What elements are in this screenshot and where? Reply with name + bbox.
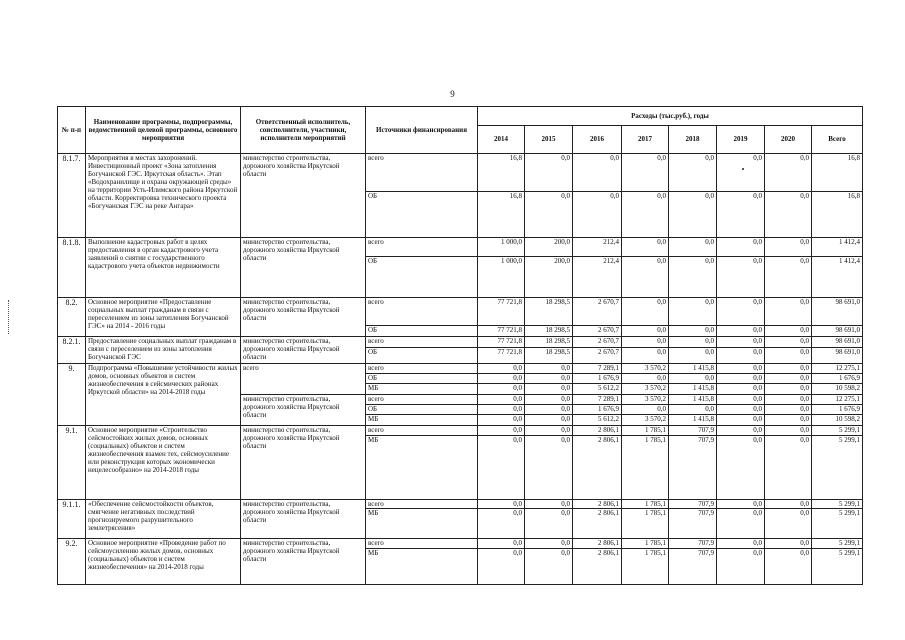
value-cell: 0,0: [717, 500, 765, 509]
value-cell: 0,0: [765, 415, 812, 426]
row-source: ОБ: [366, 374, 478, 384]
value-cell: 0,0: [765, 337, 812, 348]
value-cell: 0,0: [717, 509, 765, 539]
row-source: ОБ: [366, 192, 478, 238]
row-source: всего: [366, 500, 478, 509]
value-cell: 0,0: [478, 415, 525, 426]
row-code: 9.1.1.: [58, 500, 86, 539]
table-row: [58, 154, 863, 192]
value-cell: 0,0: [622, 326, 669, 337]
header-year: 2015: [525, 126, 573, 154]
row-name: Основное мероприятие «Проведение работ по сейсмоусилению жилых домов, основных (социальных) объектов и систем жизнеобеспечения» на 2014-2018 годы: [86, 539, 241, 585]
value-cell: 18 298,5: [525, 337, 573, 348]
value-cell: 77 721,8: [478, 298, 525, 326]
value-cell: 0,0: [478, 500, 525, 509]
value-cell: 1 785,1: [622, 549, 669, 585]
value-cell: 2 670,7: [573, 348, 622, 364]
header-source: Источники финансирования: [366, 107, 478, 154]
value-cell: 707,9: [669, 426, 717, 436]
header-num: № п-п: [58, 107, 86, 154]
value-cell: 0,0: [765, 549, 812, 585]
value-cell: 16,8: [812, 154, 863, 192]
value-cell: 10 598,2: [812, 415, 863, 426]
row-name: «Обеспечение сейсмостойкости объектов, смягчение негативных последствий прогнозируемого разрушительного землетрясения»: [86, 500, 241, 539]
value-cell: 5 299,1: [812, 500, 863, 509]
value-cell: 0,0: [717, 395, 765, 405]
value-cell: 0,0: [669, 337, 717, 348]
value-cell: 0,0: [765, 539, 812, 549]
value-cell: 0,0: [717, 415, 765, 426]
value-cell: 1 415,8: [669, 395, 717, 405]
value-cell: 0,0: [717, 238, 765, 257]
row-responsible: министерство строительства, дорожного хозяйства Иркутской области: [241, 426, 366, 500]
row-responsible: министерство строительства, дорожного хозяйства Иркутской области: [241, 298, 366, 337]
value-cell: 0,0: [525, 364, 573, 374]
value-cell: 2 670,7: [573, 326, 622, 337]
row-source: МБ: [366, 415, 478, 426]
row-source: ОБ: [366, 326, 478, 337]
row-name: Мероприятия в местах захоронений. Инвестиционный проект «Зона затопления Богучанской ГЭС. Иркутская область». Этап «Водохранилище и охрана окружающей среды» на территории Усть-Илимского района Иркутской области. Корректировка технического проекта «Богучанская ГЭС на реке Ангара»: [86, 154, 241, 238]
value-cell: 0,0: [765, 395, 812, 405]
row-source: МБ: [366, 436, 478, 500]
value-cell: 0,0: [669, 238, 717, 257]
value-cell: 0,0: [765, 436, 812, 500]
row-responsible: министерство строительства, дорожного хозяйства Иркутской области: [241, 238, 366, 298]
row-responsible: министерство строительства, дорожного хозяйства Иркутской области: [241, 539, 366, 585]
value-cell: 0,0: [717, 364, 765, 374]
value-cell: 3 570,2: [622, 395, 669, 405]
value-cell: 2 670,7: [573, 298, 622, 326]
value-cell: 2 806,1: [573, 436, 622, 500]
value-cell: 0,0: [478, 384, 525, 395]
value-cell: 707,9: [669, 500, 717, 509]
value-cell: 0,0: [765, 154, 812, 192]
value-cell: 0,0: [669, 298, 717, 326]
row-source: ОБ: [366, 348, 478, 364]
value-cell: 7 289,1: [573, 395, 622, 405]
value-cell: 0,0: [622, 238, 669, 257]
value-cell: 0,0: [717, 384, 765, 395]
table-row: [58, 337, 863, 348]
value-cell: 0,0: [765, 192, 812, 238]
value-cell: 1 415,8: [669, 415, 717, 426]
value-cell: 5 299,1: [812, 509, 863, 539]
value-cell: 1 785,1: [622, 509, 669, 539]
value-cell: 707,9: [669, 539, 717, 549]
row-code: 8.2.1.: [58, 337, 86, 364]
value-cell: 0,0: [669, 326, 717, 337]
value-cell: 12 275,1: [812, 364, 863, 374]
value-cell: 0,0: [573, 192, 622, 238]
margin-scan-mark: [8, 300, 10, 334]
row-source: всего: [366, 337, 478, 348]
row-source: всего: [366, 364, 478, 374]
value-cell: 0,0: [765, 238, 812, 257]
value-cell: 0,0: [478, 426, 525, 436]
value-cell: 0,0: [573, 154, 622, 192]
value-cell: 1 415,8: [669, 384, 717, 395]
row-source: ОБ: [366, 405, 478, 415]
row-code: 9.: [58, 364, 86, 426]
row-source: МБ: [366, 509, 478, 539]
value-cell: 1 676,9: [573, 374, 622, 384]
value-cell: 0,0: [669, 192, 717, 238]
header-name: Наименование программы, подпрограммы, ведомственной целевой программы, основного мероприятия: [86, 107, 241, 154]
value-cell: 0,0: [622, 257, 669, 298]
value-cell: 3 570,2: [622, 384, 669, 395]
value-cell: 0,0: [669, 374, 717, 384]
value-cell: 0,0: [765, 257, 812, 298]
value-cell: 0,0: [525, 384, 573, 395]
value-cell: 1 000,0: [478, 238, 525, 257]
value-cell: 0,0: [717, 348, 765, 364]
value-cell: 3 570,2: [622, 415, 669, 426]
value-cell: 0,0: [525, 154, 573, 192]
value-cell: 0,0: [478, 509, 525, 539]
row-source: всего: [366, 238, 478, 257]
value-cell: 200,0: [525, 257, 573, 298]
value-cell: 16,8: [812, 192, 863, 238]
value-cell: 12 275,1: [812, 395, 863, 405]
header-year: 2017: [622, 126, 669, 154]
value-cell: 0,0: [765, 348, 812, 364]
value-cell: 0,0: [478, 549, 525, 585]
row-responsible: министерство строительства, дорожного хозяйства Иркутской области: [241, 154, 366, 238]
row-code: 8.2.: [58, 298, 86, 337]
value-cell: 0,0: [622, 337, 669, 348]
value-cell: 77 721,8: [478, 326, 525, 337]
row-responsible: министерство строительства, дорожного хозяйства Иркутской области: [241, 500, 366, 539]
row-responsible: всего: [241, 364, 366, 395]
header-year: 2016: [573, 126, 622, 154]
row-code: 8.1.7.: [58, 154, 86, 238]
row-name: Подпрограмма «Повышение устойчивости жилых домов, основных объектов и систем жизнеобеспечения в сейсмических районах Иркутской области» на 2014-2018 годы: [86, 364, 241, 426]
value-cell: 2 806,1: [573, 500, 622, 509]
row-name: Основное мероприятие «Строительство сейсмостойких жилых домов, основных (социальных) объектов и систем жизнеобеспечения взамен тех, сейсмоусиление или реконструкция которых экономически нецелесообразно» на 2014-2018 годы: [86, 426, 241, 500]
value-cell: 0,0: [622, 154, 669, 192]
value-cell: 0,0: [622, 298, 669, 326]
value-cell: 0,0: [478, 405, 525, 415]
value-cell: 0,0: [478, 395, 525, 405]
value-cell: 16,8: [478, 154, 525, 192]
value-cell: 16,8: [478, 192, 525, 238]
value-cell: 0,0: [525, 539, 573, 549]
value-cell: 0,0: [669, 405, 717, 415]
row-source: всего: [366, 154, 478, 192]
value-cell: 0,0: [525, 395, 573, 405]
value-cell: 0,0: [622, 192, 669, 238]
row-name: Основное мероприятие «Предоставление социальных выплат гражданам в связи с переселением из зоны затопления Богучанской ГЭС» на 2014 - 2016 годы: [86, 298, 241, 337]
value-cell: 0,0: [525, 549, 573, 585]
value-cell: 0,0: [525, 509, 573, 539]
value-cell: 0,0: [717, 549, 765, 585]
value-cell: 707,9: [669, 549, 717, 585]
table-row: [58, 298, 863, 326]
value-cell: 0,0: [669, 348, 717, 364]
value-cell: 707,9: [669, 509, 717, 539]
value-cell: 0,0: [765, 298, 812, 326]
value-cell: 0,0: [525, 436, 573, 500]
value-cell: 0,0: [765, 384, 812, 395]
value-cell: 0,0: [478, 436, 525, 500]
value-cell: 5 299,1: [812, 539, 863, 549]
row-source: МБ: [366, 384, 478, 395]
value-cell: 0,0: [717, 337, 765, 348]
value-cell: 0,0: [717, 436, 765, 500]
header-year: Всего: [812, 126, 863, 154]
value-cell: 0,0: [478, 539, 525, 549]
page-number: 9: [450, 89, 455, 99]
value-cell: 0,0: [717, 426, 765, 436]
value-cell: 5 612,2: [573, 415, 622, 426]
value-cell: 0,0: [765, 500, 812, 509]
value-cell: 18 298,5: [525, 348, 573, 364]
value-cell: 98 691,0: [812, 337, 863, 348]
row-responsible: министерство строительства, дорожного хозяйства Иркутской области: [241, 395, 366, 426]
table-row: [58, 364, 863, 374]
value-cell: 10 598,2: [812, 384, 863, 395]
table-row: [58, 500, 863, 509]
header-expenses: Расходы (тыс.руб.), годы: [478, 107, 863, 126]
value-cell: 1 412,4: [812, 238, 863, 257]
value-cell: 0,0: [717, 405, 765, 415]
value-cell: 2 806,1: [573, 539, 622, 549]
row-code: 9.2.: [58, 539, 86, 585]
value-cell: 18 298,5: [525, 326, 573, 337]
value-cell: 0,0: [717, 192, 765, 238]
header-year: 2020: [765, 126, 812, 154]
row-name: Выполнение кадастровых работ в целях предоставления в орган кадастрового учета заявлений о снятии с государственного кадастрового учета объектов недвижимости: [86, 238, 241, 298]
value-cell: 2 806,1: [573, 549, 622, 585]
value-cell: 0,0: [717, 326, 765, 337]
value-cell: 1 785,1: [622, 436, 669, 500]
value-cell: 707,9: [669, 436, 717, 500]
expenses-table: [57, 106, 863, 585]
value-cell: 0,0: [765, 364, 812, 374]
row-source: всего: [366, 539, 478, 549]
value-cell: 0,0: [525, 374, 573, 384]
row-source: всего: [366, 395, 478, 405]
value-cell: 0,0: [525, 500, 573, 509]
row-source: всего: [366, 298, 478, 326]
table-row: [58, 426, 863, 436]
value-cell: 1 785,1: [622, 500, 669, 509]
row-code: 8.1.8.: [58, 238, 86, 298]
row-code: 9.1.: [58, 426, 86, 500]
value-cell: 0,0: [478, 364, 525, 374]
value-cell: 0,0: [717, 374, 765, 384]
header-year: 2019: [717, 126, 765, 154]
value-cell: 7 289,1: [573, 364, 622, 374]
value-cell: 3 570,2: [622, 364, 669, 374]
value-cell: 0,0: [765, 405, 812, 415]
value-cell: 212,4: [573, 238, 622, 257]
value-cell: 0,0: [622, 348, 669, 364]
value-cell: 5 612,2: [573, 384, 622, 395]
header-responsible: Ответственный исполнитель, соисполнители, участники, исполнители мероприятий: [241, 107, 366, 154]
value-cell: 200,0: [525, 238, 573, 257]
value-cell: 0,0: [765, 426, 812, 436]
row-source: МБ: [366, 549, 478, 585]
row-source: всего: [366, 426, 478, 436]
value-cell: 1 676,9: [812, 374, 863, 384]
value-cell: 0,0: [525, 405, 573, 415]
value-cell: 0,0: [478, 374, 525, 384]
value-cell: 0,0: [765, 326, 812, 337]
value-cell: 0,0: [669, 154, 717, 192]
value-cell: 0,0: [622, 374, 669, 384]
value-cell: 0,0: [622, 405, 669, 415]
row-source: ОБ: [366, 257, 478, 298]
table-row: [58, 238, 863, 257]
value-cell: 2 670,7: [573, 337, 622, 348]
value-cell: 5 299,1: [812, 549, 863, 585]
value-cell: 0,0: [525, 426, 573, 436]
value-cell: 98 691,0: [812, 298, 863, 326]
table-row: [58, 539, 863, 549]
value-cell: 1 676,9: [812, 405, 863, 415]
row-responsible: министерство строительства, дорожного хозяйства Иркутской области: [241, 337, 366, 364]
value-cell: 0,0: [717, 257, 765, 298]
value-cell: 5 299,1: [812, 426, 863, 436]
value-cell: 0,0: [717, 298, 765, 326]
header-year: 2018: [669, 126, 717, 154]
value-cell: 18 298,5: [525, 298, 573, 326]
value-cell: 2 806,1: [573, 509, 622, 539]
value-cell: 1 000,0: [478, 257, 525, 298]
value-cell: 98 691,0: [812, 326, 863, 337]
value-cell: 0,0: [669, 257, 717, 298]
value-cell: 0,0: [717, 154, 765, 192]
value-cell: 0,0: [765, 509, 812, 539]
value-cell: 1 785,1: [622, 426, 669, 436]
value-cell: 0,0: [717, 539, 765, 549]
value-cell: 77 721,8: [478, 337, 525, 348]
value-cell: 77 721,8: [478, 348, 525, 364]
value-cell: 0,0: [765, 374, 812, 384]
value-cell: 0,0: [525, 192, 573, 238]
value-cell: 1 412,4: [812, 257, 863, 298]
value-cell: 98 691,0: [812, 348, 863, 364]
value-cell: 212,4: [573, 257, 622, 298]
value-cell: 1 785,1: [622, 539, 669, 549]
value-cell: 2 806,1: [573, 426, 622, 436]
value-cell: 1 676,9: [573, 405, 622, 415]
value-cell: 5 299,1: [812, 436, 863, 500]
value-cell: 1 415,8: [669, 364, 717, 374]
header-year: 2014: [478, 126, 525, 154]
value-cell: 0,0: [525, 415, 573, 426]
row-name: Предоставление социальных выплат гражданам в связи с переселением из зоны затопления Богучанской ГЭС: [86, 337, 241, 364]
